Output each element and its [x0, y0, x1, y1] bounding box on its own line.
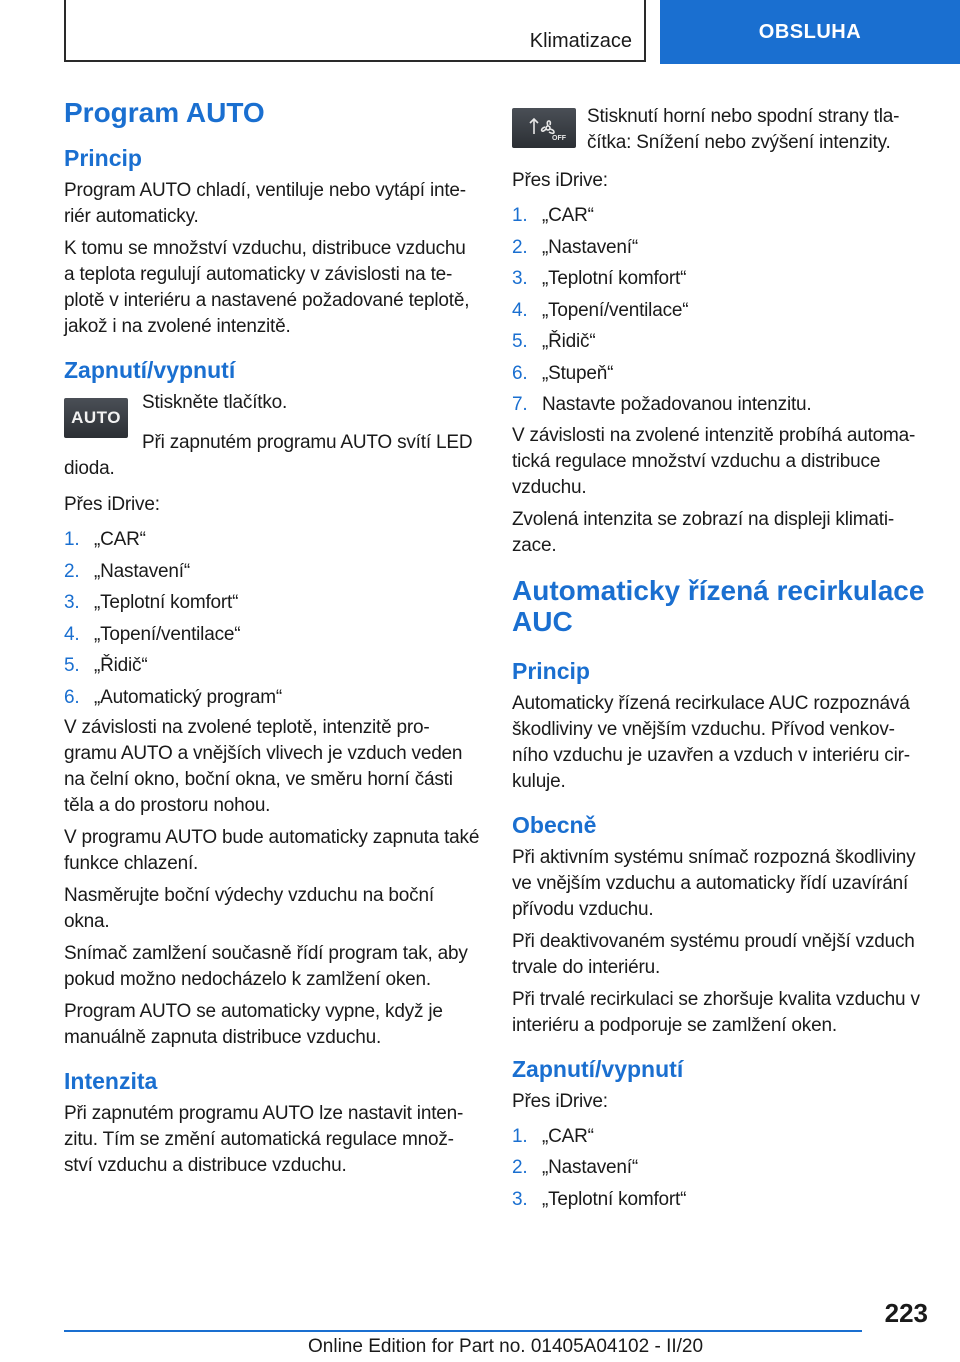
general-paragraph-1: Při aktivním systému snímač rozpozná škodliviny ve vnějším vzduchu a automaticky řídí uzavírání přívodu vzduchu.: [512, 846, 916, 920]
intensity-paragraph: Při zapnutém programu AUTO lze nastavit inten-zitu. Tím se změní automatická regulace množ-ství vzduchu a distribuce vzduchu.: [64, 1103, 464, 1176]
right-steps-list: [512, 200, 928, 421]
right-steps-list-2: [512, 1121, 928, 1216]
header-section-title: Klimatizace: [529, 30, 632, 52]
list-item: 1. „CAR“: [64, 529, 146, 550]
list-item: 3. „Teplotní komfort“: [512, 1188, 687, 1210]
intensity-paragraph-2: Zvolená intenzita se zobrazí na displeji klimati-zace.: [512, 508, 894, 556]
fan-paragraph: Stisknutí horní nebo spodní strany tla-čítka: Snížení nebo zvýšení intenzity.: [587, 106, 900, 153]
list-item: 1. „CAR“: [512, 205, 594, 226]
svg-text:OFF: OFF: [552, 135, 566, 142]
idrive-intro-right: Přes iDrive:: [512, 170, 608, 191]
general-paragraph-3: Při trvalé recirkulaci se zhoršuje kvalita vzduchu v interiéru a podporuje se zamlžení oken.: [512, 988, 920, 1036]
auc-onoff-heading: Zapnutí/vypnutí: [512, 1055, 684, 1082]
header-chapter-label: OBSLUHA: [758, 20, 862, 43]
list-item: 7. Nastavte požadovanou intenzitu.: [512, 394, 812, 415]
list-item: 4. „Topení/ventilace“: [64, 623, 241, 645]
onoff-heading: Zapnutí/vypnutí: [64, 357, 236, 383]
auto-paragraph-3: Nasměrujte boční výdechy vzduchu na boční okna.: [64, 885, 434, 932]
auto-paragraph-4: Snímač zamlžení současně řídí program tak, aby pokud možno nedocházelo k zamlžení oken.: [64, 943, 468, 990]
list-item: 1. „CAR“: [512, 1125, 594, 1147]
header-chapter-tab: [660, 0, 960, 64]
page-number: 223: [884, 1298, 928, 1328]
princip-heading: Princip: [64, 145, 142, 171]
auto-paragraph-1: V závislosti na zvolené teplotě, intenzitě pro-gramu AUTO a vnějších vlivech je vzduch veden na čelní okno, boční okna, ve směru horní části těla a do prostoru nohou.: [64, 717, 463, 816]
list-item: 2. „Nastavení“: [64, 560, 191, 582]
left-column: [64, 96, 480, 1185]
left-steps-list: [64, 524, 480, 713]
general-heading: Obecně: [512, 811, 597, 838]
auc-title: Automaticky řízená recirkulace AUC: [512, 574, 925, 637]
list-item: 5. „Řidič“: [64, 655, 148, 676]
list-item: 2. „Nastavení“: [512, 236, 639, 258]
fan-button-instruction: [512, 104, 928, 156]
list-item: 4. „Topení/ventilace“: [512, 299, 689, 321]
princip-paragraph-2: K tomu se množství vzduchu, distribuce vzduchu a teplota regulují automaticky v závislosti na te-plotě v interiéru a nastavené požadované teplotě, jakož i na zvolené intenzitě.: [64, 238, 470, 337]
list-item: 2. „Nastavení“: [512, 1157, 639, 1178]
fan-icon: [512, 108, 576, 148]
general-paragraph-2: Při deaktivovaném systému proudí vnější vzduch trvale do interiéru.: [512, 930, 915, 978]
auto-button-instruction: [64, 390, 480, 430]
list-item: 3. „Teplotní komfort“: [64, 592, 239, 613]
list-item: 3. „Teplotní komfort“: [512, 268, 687, 289]
list-item: 5. „Řidič“: [512, 331, 596, 352]
footer-edition: Online Edition for Part no. 01405A04102 - II/20: [308, 1336, 704, 1357]
right-column: [512, 104, 928, 1217]
fan-intensity-button-icon: [512, 108, 576, 148]
auto-paragraph-2: V programu AUTO bude automaticky zapnuta také funkce chlazení.: [64, 827, 480, 874]
auc-princip-heading: Princip: [512, 657, 590, 684]
page-title: Program AUTO: [64, 97, 265, 128]
list-item: 6. „Stupeň“: [512, 362, 614, 384]
intensity-heading: Intenzita: [64, 1068, 158, 1094]
idrive-intro-right-2: Přes iDrive:: [512, 1090, 608, 1112]
auc-princip-paragraph: Automaticky řízená recirkulace AUC rozpoznává škodliviny ve vnějším vzduchu. Přívod venkov-ního vzduchu je uzavřen a vzduch v interiéru cir-kuluje.: [512, 692, 910, 792]
auto-paragraph-5: Program AUTO se automaticky vypne, když je manuálně zapnuta distribuce vzduchu.: [64, 1001, 443, 1048]
onoff-paragraph-2: Při zapnutém programu AUTO svítí LED dioda.: [64, 432, 473, 479]
intensity-paragraph-1: V závislosti na zvolené intenzitě probíhá automa-tická regulace množství vzduchu a distribuce vzduchu.: [512, 424, 916, 498]
list-item: 6. „Automatický program“: [64, 686, 282, 708]
auto-button-icon-text: AUTO: [71, 408, 121, 427]
idrive-intro: Přes iDrive:: [64, 494, 160, 515]
onoff-paragraph-1: Stiskněte tlačítko.: [142, 392, 288, 413]
footer-divider: [64, 1330, 862, 1332]
auto-button-icon: [64, 398, 128, 438]
princip-paragraph-1: Program AUTO chladí, ventiluje nebo vytápí inte-riér automaticky.: [64, 180, 466, 227]
